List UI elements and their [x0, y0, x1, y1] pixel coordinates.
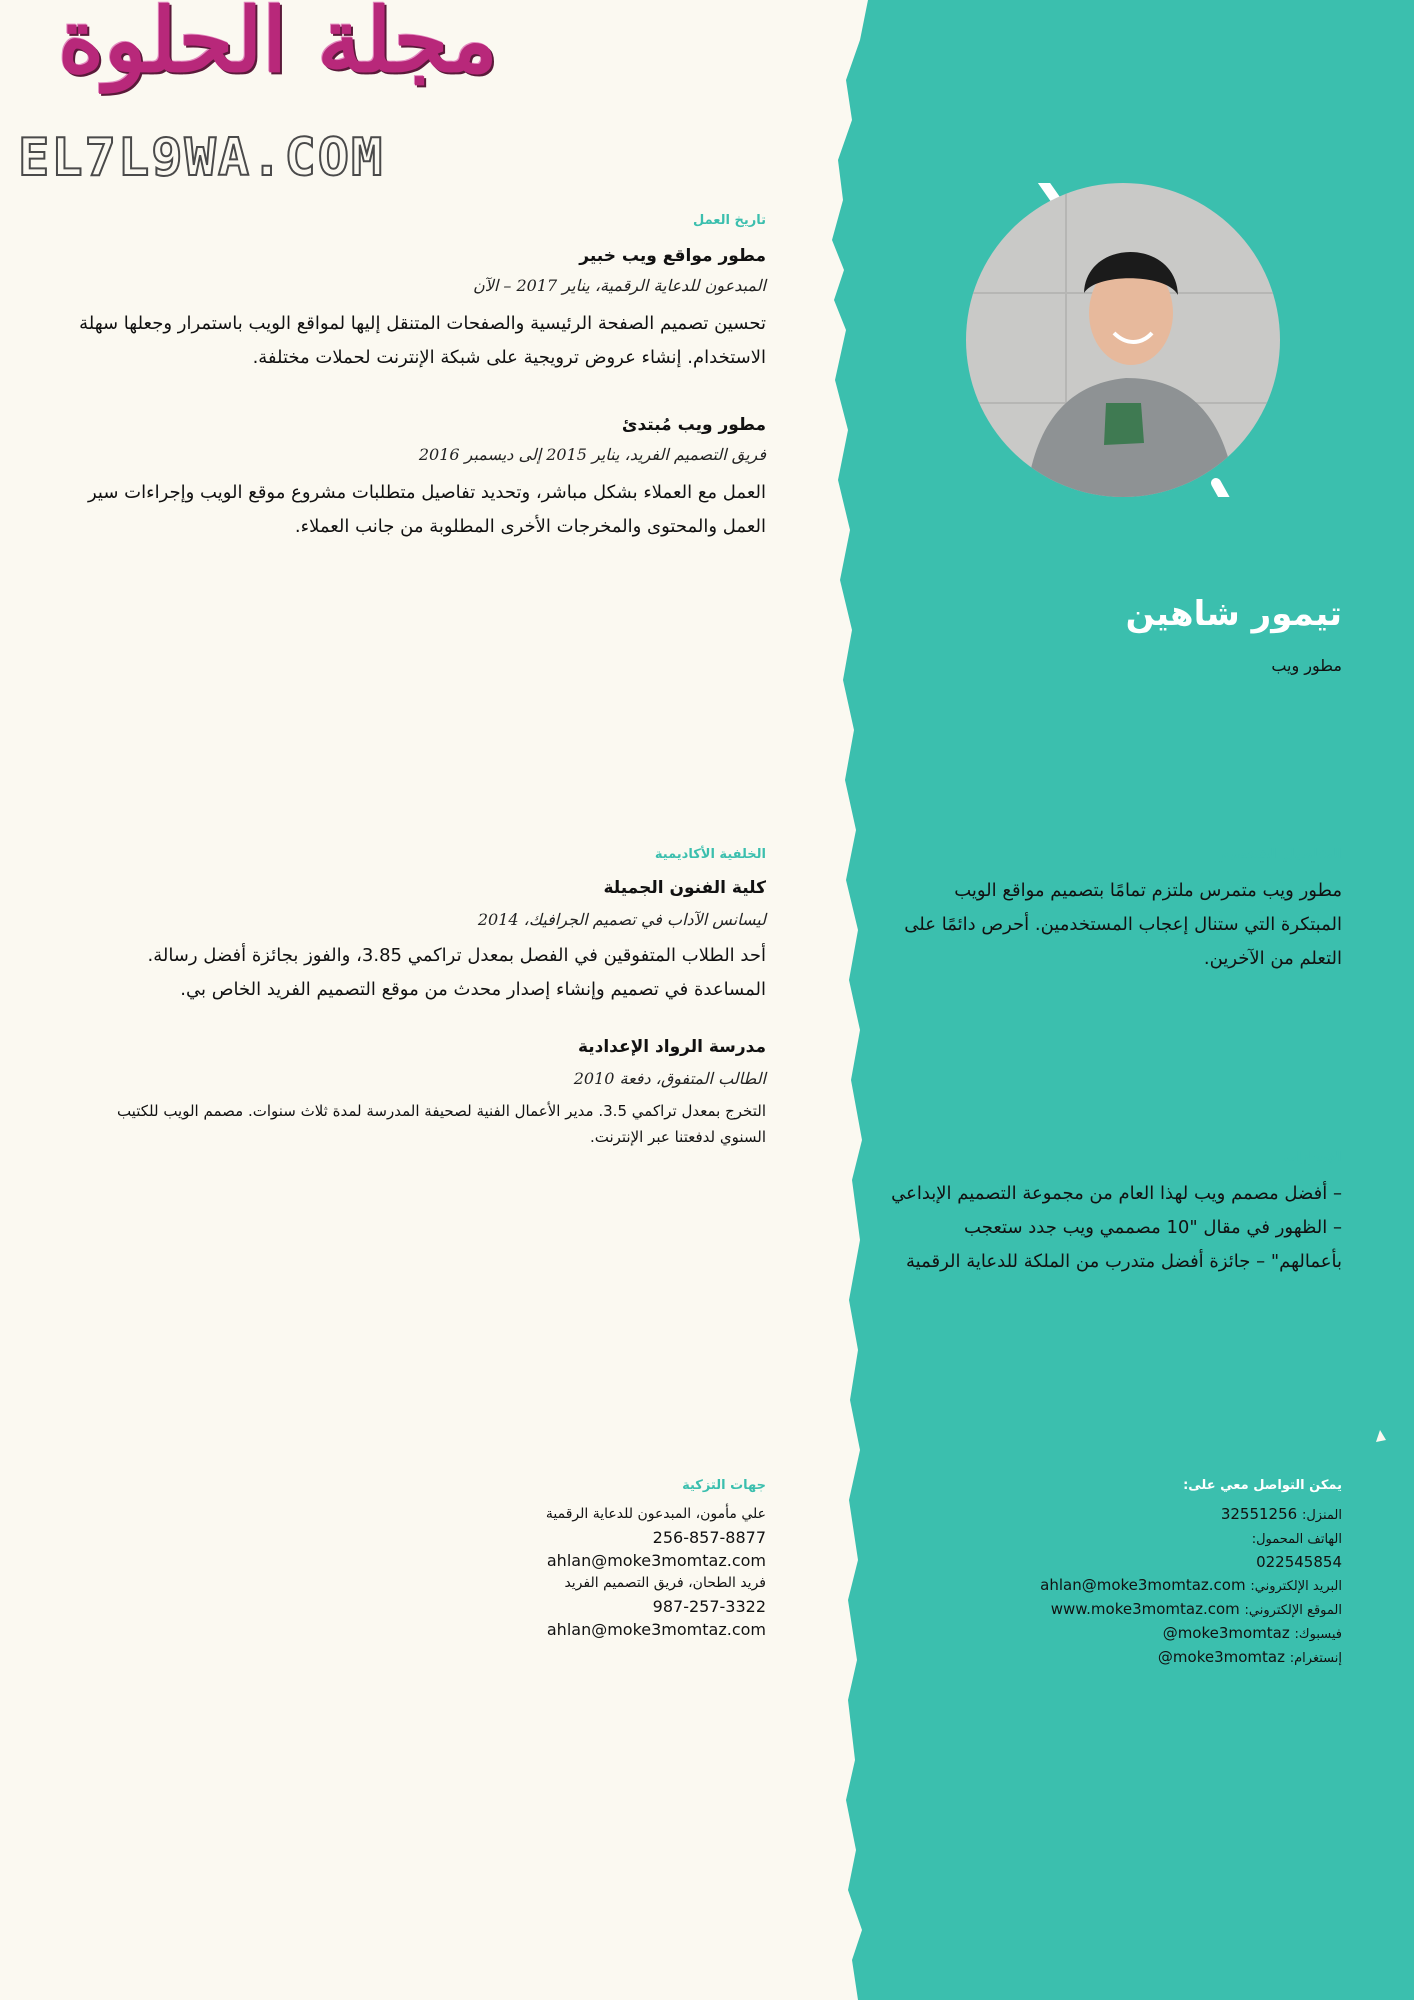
- school-name: كلية الفنون الجميلة: [603, 878, 766, 898]
- contact-home: المنزل: 32551256: [1220, 1505, 1342, 1523]
- personal-details-section: [900, 847, 1342, 976]
- contact-mobile-label: الهاتف المحمول:: [1251, 1532, 1342, 1547]
- job-title: مطور ويب مُبتدئ: [621, 415, 766, 435]
- profile-photo: [966, 183, 1280, 497]
- contact-section: [980, 1478, 1342, 1670]
- job-entry: [72, 246, 766, 375]
- job-meta: المبدعون للدعاية الرقمية، يناير 2017 – الآن: [473, 276, 766, 295]
- reference-phone: 987-257-3322: [652, 1597, 766, 1616]
- site-logo: [18, 0, 498, 190]
- education-heading: الخلفية الأكاديمية: [654, 847, 766, 862]
- person-name: تيمور شاهين: [1125, 594, 1342, 634]
- reference-name: علي مأمون، المبدعون للدعاية الرقمية: [545, 1506, 766, 1522]
- job-entry: [72, 415, 766, 544]
- reference-email[interactable]: ahlan@moke3momtaz.com: [546, 1551, 766, 1570]
- education-section: [72, 847, 766, 1150]
- achievements-text: – أفضل مصمم ويب لهذا العام من مجموعة التصميم الإبداعي – الظهور في مقال "10 مصممي ويب جدد ستعجب بأعمالهم" – جائزة أفضل متدرب من الملكة للدعاية الرقمية: [891, 1183, 1342, 1272]
- reference-email[interactable]: ahlan@moke3momtaz.com: [546, 1620, 766, 1639]
- reference-name: فريد الطحان، فريق التصميم الفريد: [564, 1575, 766, 1591]
- personal-details-text: مطور ويب متمرس ملتزم تمامًا بتصميم مواقع الويب المبتكرة التي ستنال إعجاب المستخدمين. أحرص دائمًا على التعلم من الآخرين.: [904, 880, 1342, 969]
- profile-header: [1000, 594, 1342, 675]
- contact-mobile: 022545854: [1256, 1553, 1342, 1571]
- contact-website[interactable]: الموقع الإلكتروني: www.moke3momtaz.com: [1050, 1600, 1342, 1618]
- contact-instagram[interactable]: إنستغرام: @moke3momtaz: [1157, 1648, 1342, 1666]
- achievements-section: [890, 1150, 1342, 1279]
- education-description: التخرج بمعدل تراكمي 3.5. مدير الأعمال الفنية لصحيفة المدرسة لمدة ثلاث سنوات. مصمم الويب للكتيب السنوي لدفعتنا عبر الإنترنت.: [116, 1102, 766, 1146]
- degree-meta: الطالب المتفوق، دفعة 2010: [573, 1069, 766, 1088]
- job-meta: فريق التصميم الفريد، يناير 2015 إلى ديسمبر 2016: [418, 445, 766, 464]
- job-description: العمل مع العملاء بشكل مباشر، وتحديد تفاصيل متطلبات مشروع موقع الويب وإجراءات سير العمل والمحتوى والمخرجات الأخرى المطلوبة من جانب العملاء.: [88, 482, 766, 537]
- degree-meta: ليسانس الآداب في تصميم الجرافيك، 2014: [477, 910, 766, 929]
- job-title: مطور مواقع ويب خبير: [579, 246, 766, 266]
- contact-email[interactable]: البريد الإلكتروني: ahlan@moke3momtaz.com: [1040, 1576, 1342, 1594]
- job-description: تحسين تصميم الصفحة الرئيسية والصفحات المتنقل إليها لمواقع الويب باستمرار وجعلها سهلة الاستخدام. إنشاء عروض ترويجية على شبكة الإنترنت لحملات مختلفة.: [79, 313, 766, 368]
- person-title: مطور ويب: [1271, 656, 1342, 675]
- contact-heading: يمكن التواصل معي على:: [1183, 1478, 1342, 1493]
- school-name: مدرسة الرواد الإعدادية: [577, 1037, 766, 1057]
- references-heading: جهات التزكية: [682, 1478, 766, 1493]
- work-history-heading: تاريخ العمل: [692, 213, 766, 228]
- education-entry: [72, 878, 766, 1007]
- education-entry: [72, 1037, 766, 1150]
- logo-arabic-text: مجلة الحلوة: [58, 0, 498, 92]
- logo-latin-text: EL7L9WA.COM: [18, 128, 385, 188]
- achievements-heading: الإنجازات: [1283, 1150, 1342, 1165]
- contact-facebook[interactable]: فيسبوك: @moke3momtaz: [1162, 1624, 1342, 1642]
- personal-details-heading: التفاصيل الشخصية: [1221, 847, 1342, 862]
- work-history-section: [72, 213, 766, 544]
- references-section: [372, 1478, 766, 1641]
- education-description: أحد الطلاب المتفوقين في الفصل بمعدل تراكمي 3.85، والفوز بجائزة أفضل رسالة. المساعدة في تصميم وإنشاء إصدار محدث من موقع التصميم الفريد الخاص بي.: [147, 945, 766, 1000]
- reference-phone: 256-857-8877: [652, 1528, 766, 1547]
